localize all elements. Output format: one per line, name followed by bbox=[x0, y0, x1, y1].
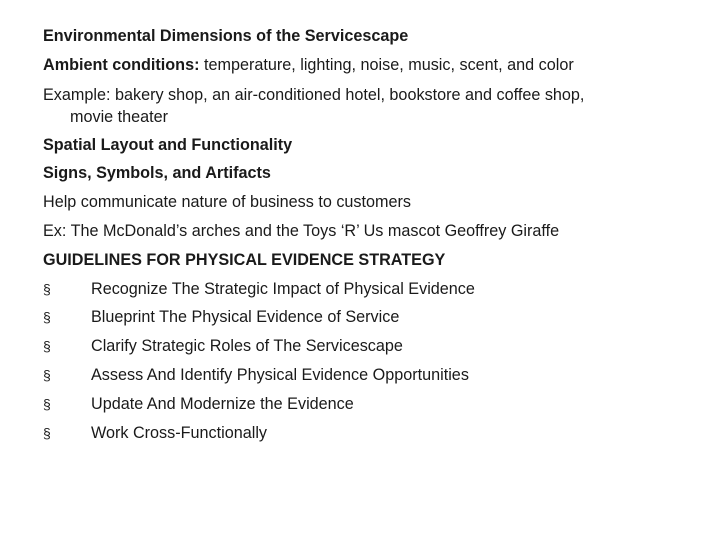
ambient-conditions-line bbox=[43, 51, 703, 80]
ambient-conditions-text: temperature, lighting, noise, music, scent, and color bbox=[199, 55, 574, 74]
section-bullet-icon: § bbox=[43, 309, 51, 326]
section-bullet-icon: § bbox=[43, 338, 51, 355]
guideline-item bbox=[43, 303, 703, 332]
guideline-item bbox=[43, 361, 703, 390]
section-heading: Environmental Dimensions of the Servicescape bbox=[43, 27, 409, 45]
section-bullet-icon: § bbox=[43, 395, 51, 412]
ambient-conditions-colon: : bbox=[194, 55, 200, 74]
section-bullet-icon: § bbox=[43, 366, 51, 383]
guideline-text: Recognize The Strategic Impact of Physical Evidence bbox=[91, 279, 475, 298]
help-communicate-line: Help communicate nature of business to customers bbox=[43, 193, 411, 212]
guidelines-list bbox=[43, 275, 703, 448]
mcdonalds-example-line: Ex: The McDonald’s arches and the Toys ‘R’ Us mascot Geoffrey Giraffe bbox=[43, 221, 560, 240]
guideline-text: Assess And Identify Physical Evidence Opportunities bbox=[91, 365, 469, 384]
ambient-conditions-label: Ambient conditions bbox=[43, 55, 195, 74]
section-bullet-icon: § bbox=[43, 424, 51, 441]
example-line bbox=[43, 80, 673, 131]
slide-content bbox=[43, 22, 703, 447]
guideline-item bbox=[43, 275, 703, 304]
spatial-layout-heading: Spatial Layout and Functionality bbox=[43, 135, 293, 154]
guideline-item bbox=[43, 332, 703, 361]
example-text-second: movie theater bbox=[70, 107, 169, 126]
guideline-text: Update And Modernize the Evidence bbox=[91, 394, 354, 413]
section-bullet-icon: § bbox=[43, 280, 51, 297]
guideline-text: Clarify Strategic Roles of The Servicescape bbox=[91, 337, 403, 356]
signs-symbols-heading: Signs, Symbols, and Artifacts bbox=[43, 164, 271, 183]
example-text-first: Example: bakery shop, an air-conditioned hotel, bookstore and coffee shop, bbox=[43, 85, 585, 104]
guidelines-heading: GUIDELINES FOR PHYSICAL EVIDENCE STRATEGY bbox=[43, 250, 446, 269]
guideline-item bbox=[43, 390, 703, 419]
guideline-text: Blueprint The Physical Evidence of Service bbox=[91, 308, 400, 327]
guideline-item bbox=[43, 419, 703, 448]
guideline-text: Work Cross-Functionally bbox=[91, 423, 268, 442]
